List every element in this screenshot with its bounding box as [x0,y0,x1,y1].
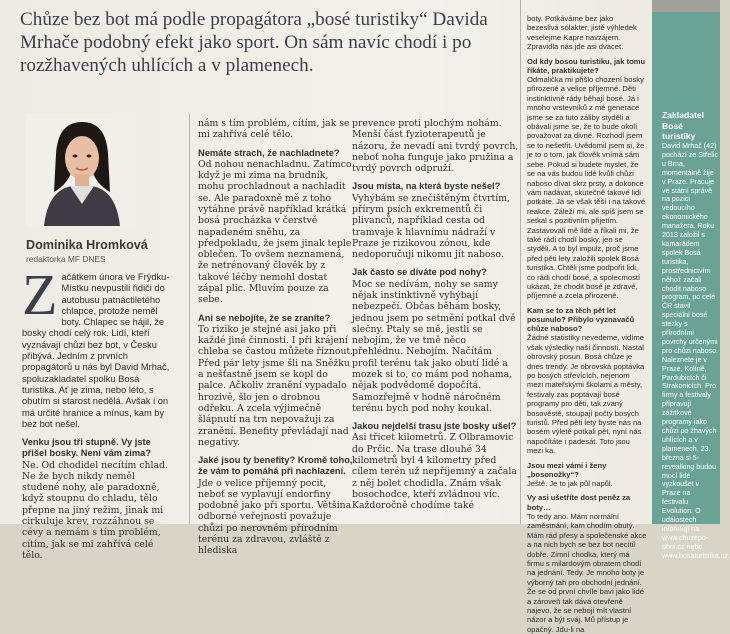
interview-answer: Vyhýbám se znečištěným čtvrtím, přírym psích exkrementů či plivanců, například cesta od tramvaje k hlavnímu nádraží v Praze je rizikovou zónou, kde nedoporučuji nikomu jít naboso. [352,192,511,261]
interview-answer: nám s tím problém, cítím, jak se mi zahřívá celé tělo. [198,118,350,141]
interview-answer: Jde o velice příjemný pocit, neboť se vyplavují endorfiny podobně jako při sportu. Většina odborné veřejnosti považuje chůzi po nerovném přírodním terénu za zdravou, zvláště z hlediska [198,477,352,557]
portrait-photo [26,114,136,226]
interview-question: Jakou nejdelší trasu jste bosky ušel? [352,421,517,432]
dropcap-letter: Z [22,262,58,327]
article-column-1 [22,262,174,561]
interview-question: Jaké jsou ty benefity? Kromě toho, že vám to pomáhá při nachlazení. [198,455,353,477]
interview-question: Vy asi ušetříte dost peněz za boty… [527,493,631,512]
interview-question: Od kdy bosou turistiku, jak tomu říkáte, praktikujete? [527,56,646,75]
author-role: redaktorka MF DNES [26,254,106,264]
article-headline: Chůze bez bot má podle propagátora „bosé turistiky“ Davida Mrhače podobný efekt jako sport. On sám navíc chodí i po rozžhavených uhlících a v plamenech. [20,9,488,76]
interview-answer: Ne. Od chodidel necítím chlad. Ne že bych nikdy neměl studené nohy, ale paradoxně, když stoupnu do chladu, tělo přepne na jiný režim, jinak mi cirkuluje krev, rozzáhnou se cévy a nemám s tím problém, cítím, jak se mi zahřívá celé tělo. [22,459,168,561]
author-portrait [26,114,136,226]
interview-question: Nemáte strach, že nachladnete? [198,147,340,158]
interview-answer: Odmalička mi přišlo chození bosky přirozené a velice příjemné. Děti instinktivně rády běhají bosé. Já i mnoho vrstevníků z mé generace jsme se za tuto záliby styděli a obávali jsme se, že to bude okolí považovat za divné. Rozhodl jsem se to nešetřit. Uvědomil jsem si, že je to o tom, jak člověk vnímá sám sebe. Pokud si budete myslet, že se na vás budou lidé kvůli chůzi naboso dívat skrz prsty, a dokonce vám nadávat, skutečně takové lidi potkáte. Já se však těší i na takové reakce. Záleží mi, ale spíš jsem se setkal s pozitivním přijetím. Zastavovali mě lidé a říkali mi, že také rádi chodí bosky, jen se styděli. A to byl impulz, proč jsme před pěti lety založili spolek Bosá turistika. Chtěli jsme podpořit lidi, co rádi chodí bosé, a spolecmostí ukázat, že chodit bosé je zdravé, příjemné a zcela přirozené. [527,75,646,301]
article-column-2 [198,118,354,557]
column-divider [520,0,521,524]
interview-answer: prevence proti plochým nohám. Menší část fyzioterapeutů je názoru, že nevadí ani tvrdý povrch, neboť noha funguje jako pružina a tvrdý povrch odpruží. [352,118,519,175]
interview-answer: Žádné statistiky nevedeme, vidíme však výsledky naší činnosti. Nastal obrovský posun. Bosá chůze je dnes trendy. Je obrovská poptávka po bosých střevících, nejenom mezi mateřskými školami a městy, festivaly zas poptávají bosé programy pro děti, tak zvaný bosověstě, stoupají počty bosých turistů. Před pěti lety byste nás na bosém výletě potkali pět, nyní nás napočítáte i padesát. Toto jsou mezi ka. [527,333,645,456]
interview-answer: Asi třicet kilometrů. Z Olbramovic do Prčic. Na trase dlouhé 34 kilometrů byl 4 kilometry před cílem terén už nepříjemný a začala z něj bolet chodidla. Znám však bosochodce, kteří zvládnou víc. Každoročně chodíme také [352,432,517,512]
interview-question: Jak často se díváte pod nohy? [352,267,487,278]
interview-answer: To tedy ano. Mám normální zaměstnání, kam chodím obutý. Mám rád přesy a společenské akce a na nich bych se bez bot necítil dobře. Zimní chodka, který má firmu s milardovým obratem chodí na jednání. Tedy. Je mnoho boty je výborný tah pro obchodní jednání. Že se od první chvíle baví jako lidé a zároveň tak dává otevřeně najevo, že se nebojí mít vlastní názor a být sváj. Mů přístup je opačný. Jdu-li na [527,511,647,634]
interview-question: Ani se nebojíte, že se zraníte? [198,312,331,323]
sidebar-title: Zakladatel Bosé turistiky [662,110,705,142]
interview-answer: Moc se nedívám, nohy se samy nějak instinktivně vyhýbají nebezpečí. Občas běhám bosky, jednou jsem po setmění potkal dvě slečny. Ptaly se mě, jestli se nebojím, že ve tmě něco přehlédnu. Nebojím. Načítám profil terénu tak jako obutí lidé a mozek si to, co mám pod nohama, nějak podvědomě dopočítá. Samozřejmě v hodně náročném terénu bych pod nohy koukal. [352,278,516,414]
column-divider [189,114,190,524]
sidebar-top-strip [652,0,720,12]
interview-answer: Ještě. Je to jak půl napůl. [527,479,613,489]
interview-question: Jsou mezi vámi i ženy „bosonožky“? [527,460,607,479]
article-column-3 [352,118,520,512]
article-column-4 [527,14,647,634]
interview-question: Venku jsou tři stupně. Vy jste přišel bosky. Není vám zima? [22,437,151,459]
interview-answer: Od nohou nenachladnu. Zatímco když je mi zima na brudník, mohu prochladnout a nachladit se. Ale paradoxně mě z toho vytáhne právě například krátká bosá procházka v čerstvě napadeném sněhu, za předpokladu, že jsem jinak teple oblečen. To ovšem neznamená, že netrénovaný člověk by z takové léčby nemohl dostat zápal plic. Mluvím pouze za sebe. [198,158,352,306]
intro-paragraph [22,262,174,430]
intro-text: ačátkem února ve Frýdku-Místku nevpustili řidiči do autobusu patnáctiletého chlapce, protože neměl boty. Chlapec se hájil, že bosky chodí celý rok. Lidí, kteří vyznávají chůzi bez bot, v Česku přibývá. Jedním z prvních propagátorů u nás byl David Mrhač, spoluzakladatel spolku Bosá turistika. Ať je zima, nebo léto, s obutím si starost nedělá. Avšak i on má určité hranice a mínus, kam by bez bot nešel. [22,272,170,429]
interview-question: Kam se to za těch pět let posunulo? Přibylo vyznavačů chůze naboso? [527,305,635,334]
interview-answer: To riziko je stejné asi jako při každé jiné činnosti. I při krájení chleba se častou můžete říznout. Před pár lety jsme šli na Sněžku a nešťastně jsem se kopl do palce. Ačkoliv zranění vypadalo hrozivě, šlo jen o drobnou odřeku. A zcela výjimečně šlápnutí na trn nepovažuji za zranění. Benefity převládají nad negativy. [198,323,354,448]
sidebar-text: David Mrhač (42) pochází ze Střelic u Brna, momentálně žije v Praze. Pracuje ve státní správě na pozici vedoucího ekonomického manažera. Roku 2013 založil s kamarádem spolek Bosá turistika, prostřednictvím něhož začali chodit naboso program, po celé ČR stavil speciální bosé stezky s přírodními povrchy určenými pro chůzi naboso. Naleznete je v Praze, Kolíně, Pardubicích či Strakonicích. Pro firmy a festivaly připravují zážitkové programy jako chůzi po žhavých uhlících a v plamenech. 23. března si 5-revealking budou mocí lidé vyzkoušet v Praze na festivalu Evolution. O událostech informují na www.chuzepo-ohni.cz nebo www.bosaturistika.cz. [662,142,730,560]
interview-question: Jsou místa, na která byste nešel? [352,181,501,192]
interview-answer: boty. Potkáváme bez jako bezeslivá sólakter, jistě výhledek veselejme Kapre navzájem. Zpravidla nás jde asi dvacet. [527,14,637,52]
author-name: Dominika Hromková [26,238,148,252]
